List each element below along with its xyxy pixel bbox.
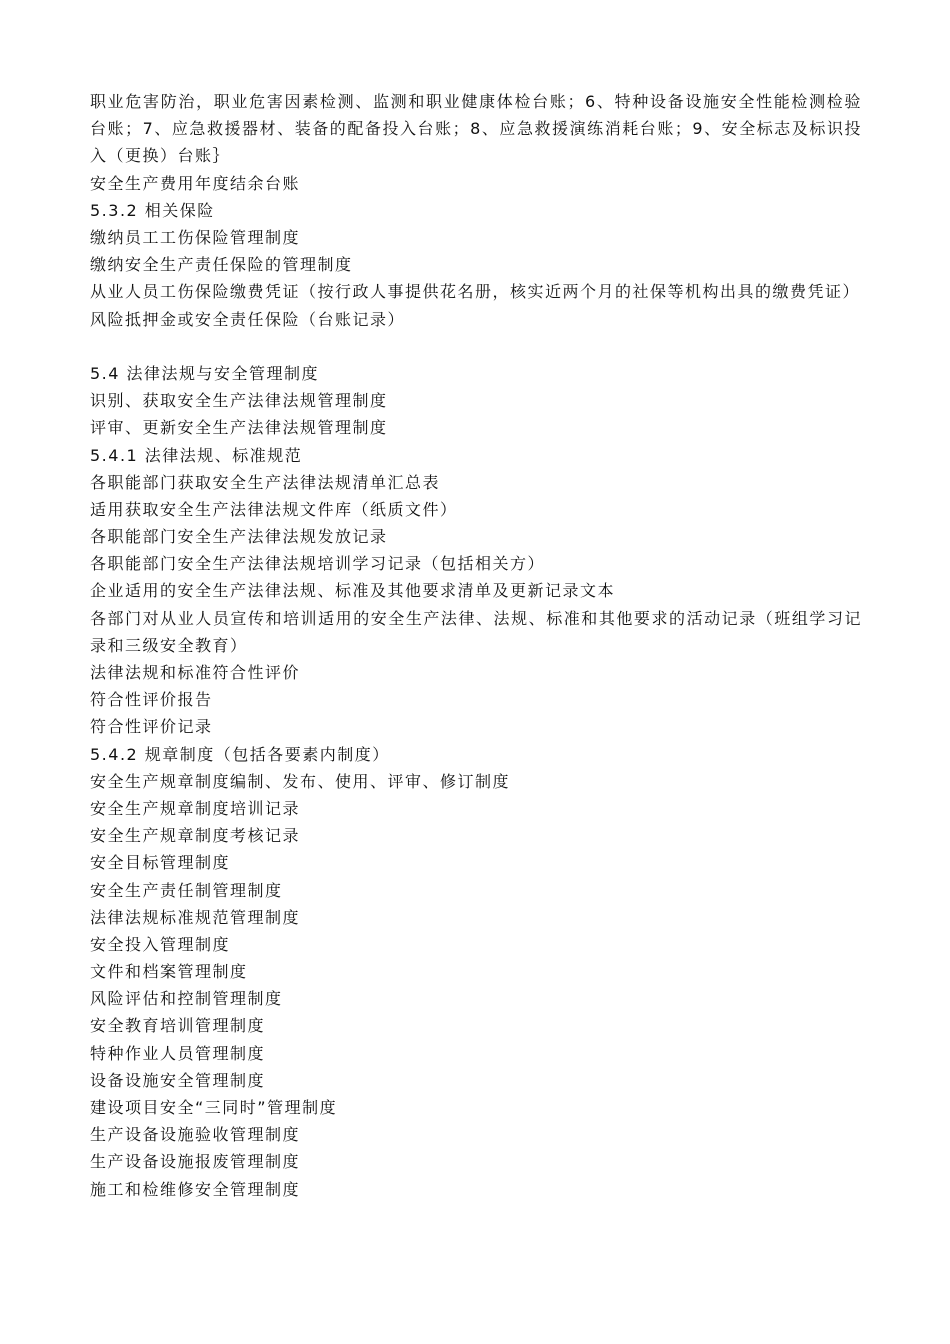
text-line: 企业适用的安全生产法律法规、标准及其他要求清单及更新记录文本 [90,581,616,601]
text-line: 符合性评价报告 [90,690,213,710]
text-line: 风险评估和控制管理制度 [90,989,283,1009]
text-line: 法律法规和标准符合性评价 [90,663,301,683]
section-heading-5-4-1: 5.4.1 法律法规、标准规范 [90,445,303,465]
text-line: 各职能部门安全生产法律法规发放记录 [90,527,388,547]
text-line: 各职能部门安全生产法律法规培训学习记录（包括相关方） [90,554,546,574]
text-line: 各职能部门获取安全生产法律法规清单汇总表 [90,472,441,492]
text-line: 设备设施安全管理制度 [90,1070,266,1090]
text-line: 生产设备设施报废管理制度 [90,1152,301,1172]
text-line: 施工和检维修安全管理制度 [90,1179,301,1199]
text-line: 生产设备设施验收管理制度 [90,1125,301,1145]
text-line: 安全生产责任制管理制度 [90,880,283,900]
text-line: 风险抵押金或安全责任保险（台账记录） [90,309,406,329]
paragraph-insurance-voucher: 从业人员工伤保险缴费凭证（按行政人事提供花名册，核实近两个月的社保等机构出具的缴费凭证） [90,282,861,302]
section-heading-5-4: 5.4 法律法规与安全管理制度 [90,363,320,383]
text-line: 安全教育培训管理制度 [90,1016,266,1036]
text-line: 安全生产规章制度考核记录 [90,826,301,846]
text-line: 适用获取安全生产法律法规文件库（纸质文件） [90,499,458,519]
text-line: 安全生产规章制度培训记录 [90,798,301,818]
text-line: 缴纳安全生产责任保险的管理制度 [90,255,353,275]
text-line: 文件和档案管理制度 [90,962,248,982]
paragraph-training-records: 各部门对从业人员宣传和培训适用的安全生产法律、法规、标准和其他要求的活动记录（班组学习记录和三级安全教育） [90,608,862,655]
text-line: 安全生产费用年度结余台账 [90,173,301,193]
blank-line [90,333,862,360]
text-line: 建设项目安全“三同时”管理制度 [90,1098,338,1118]
text-line: 符合性评价记录 [90,717,213,737]
section-heading-5-3-2: 5.3.2 相关保险 [90,200,215,220]
text-line: 安全投入管理制度 [90,934,231,954]
text-line: 识别、获取安全生产法律法规管理制度 [90,391,388,411]
text-line: 特种作业人员管理制度 [90,1043,266,1063]
paragraph-ledger-list: 职业危害防治，职业危害因素检测、监测和职业健康体检台账；6、特种设备设施安全性能检测检验台账；7、应急救援器材、装备的配备投入台账；8、应急救援演练消耗台账；9、安全标志及标识投入（更换）台账｝ [90,92,862,166]
text-line: 法律法规标准规范管理制度 [90,907,301,927]
text-line: 安全生产规章制度编制、发布、使用、评审、修订制度 [90,771,511,791]
text-line: 安全目标管理制度 [90,853,231,873]
text-line: 评审、更新安全生产法律法规管理制度 [90,418,388,438]
section-heading-5-4-2: 5.4.2 规章制度（包括各要素内制度） [90,744,390,764]
document-page [90,88,862,1203]
text-line: 缴纳员工工伤保险管理制度 [90,227,301,247]
